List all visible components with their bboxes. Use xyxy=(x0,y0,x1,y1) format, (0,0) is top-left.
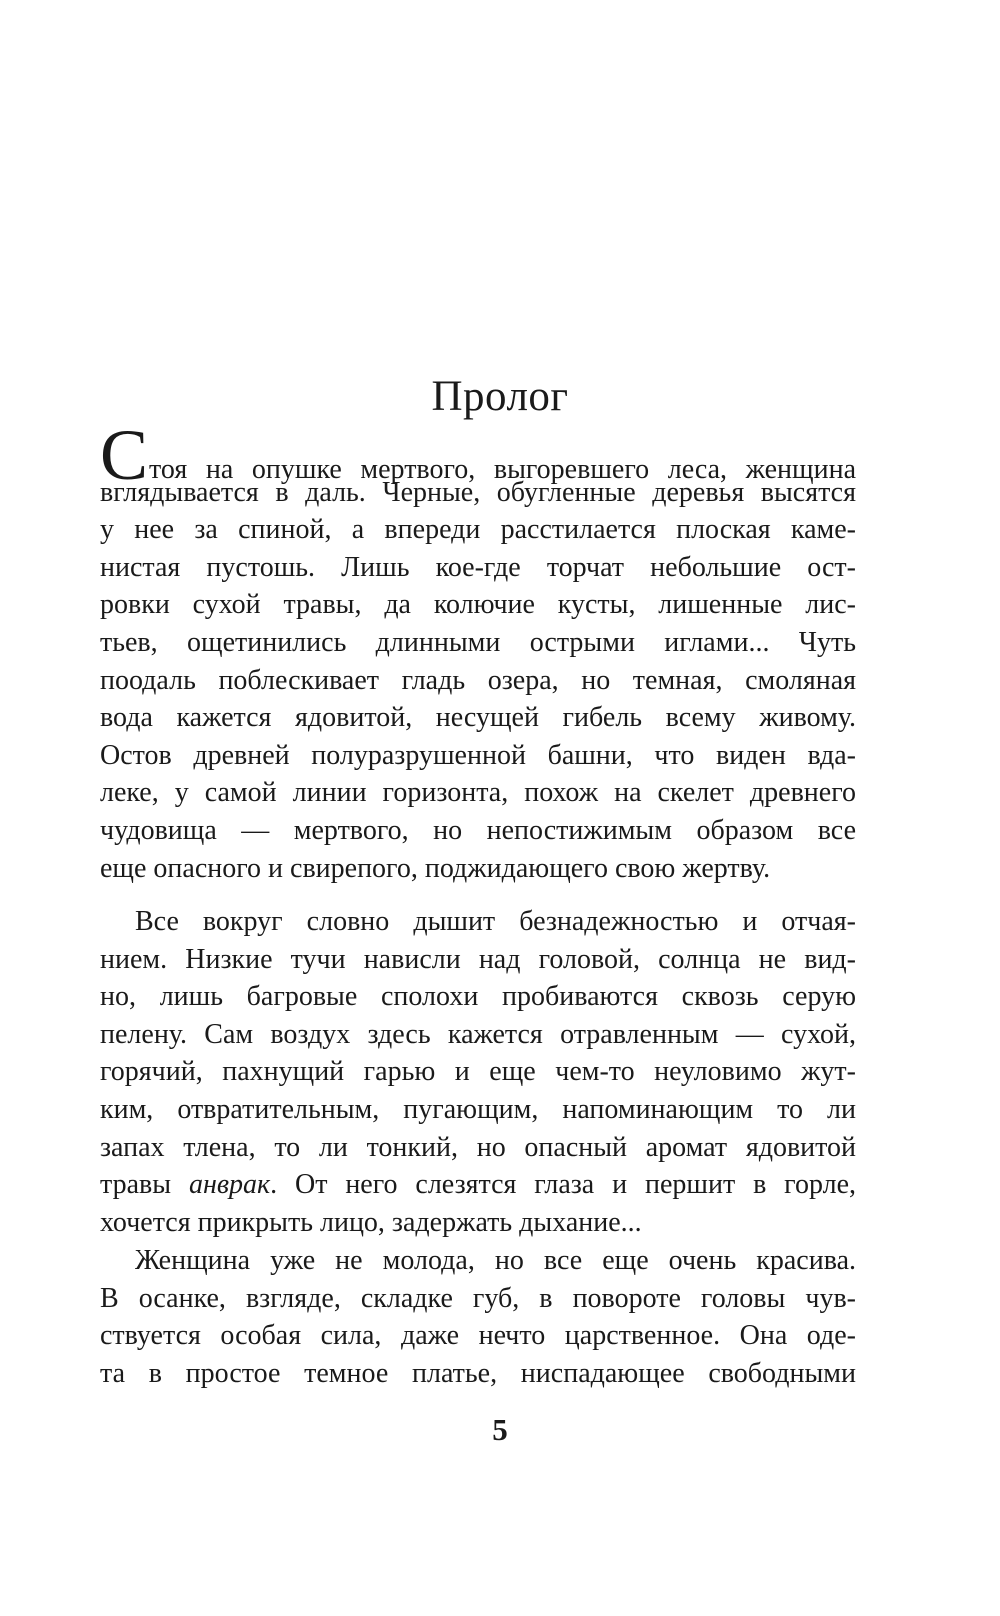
text-line: нием. Низкие тучи нависли над головой, солнца не вид- xyxy=(100,943,856,975)
text-line: горячий, пахнущий гарью и еще чем-то неуловимо жут- xyxy=(100,1056,856,1088)
text-line: Остов древней полуразрушенной башни, что виден вда- xyxy=(100,739,856,771)
paragraph-1 xyxy=(100,415,856,887)
text-line: нистая пустошь. Лишь кое-где торчат небольшие ост- xyxy=(100,551,856,583)
text-line: ровки сухой травы, да колючие кусты, лишенные лис- xyxy=(100,589,856,621)
drop-cap: С xyxy=(100,415,149,495)
italic-term: анврак xyxy=(188,1169,271,1201)
text-line: леке, у самой линии горизонта, похож на скелет древнего xyxy=(100,777,856,809)
text-line: тьев, ощетинились длинными острыми иглами... Чуть xyxy=(100,626,856,658)
text-line: ствуется особая сила, даже нечто царственное. Она оде- xyxy=(100,1320,856,1352)
text-line: поодаль поблескивает гладь озера, но темная, смоляная xyxy=(100,664,856,696)
text-line: у нее за спиной, а впереди расстилается плоская каме- xyxy=(100,514,856,546)
text-line: Стоя на опушке мертвого, выгоревшего леса, женщина xyxy=(100,415,856,495)
text-line: еще опасного и свирепого, поджидающего свою жертву. xyxy=(100,852,771,884)
text-line: ким, отвратительным, пугающим, напоминающим то ли xyxy=(100,1093,856,1125)
text-line: вода кажется ядовитой, несущей гибель всему живому. xyxy=(100,702,856,734)
paragraph-2 xyxy=(100,903,856,1241)
text-line: та в простое темное платье, ниспадающее свободными xyxy=(100,1357,856,1389)
text-line: травы анврак. От него слезятся глаза и першит в горле, xyxy=(100,1169,856,1201)
text-line: вглядывается в даль. Черные, обугленные деревья высятся xyxy=(100,476,856,508)
paragraph-3 xyxy=(100,1242,856,1392)
text-line: Женщина уже не молода, но все еще очень красива. xyxy=(135,1245,856,1276)
chapter-title: Пролог xyxy=(431,373,569,420)
text-line: запах тлена, то ли тонкий, но опасный аромат ядовитой xyxy=(100,1131,856,1163)
text-line: хочется прикрыть лицо, задержать дыхание... xyxy=(100,1206,642,1238)
page-number: 5 xyxy=(492,1412,508,1447)
text-line: чудовища — мертвого, но непостижимым образом все xyxy=(100,814,856,846)
text-line: В осанке, взгляде, складке губ, в повороте головы чув- xyxy=(100,1282,856,1314)
text-line: но, лишь багровые сполохи пробиваются сквозь серую xyxy=(100,981,856,1013)
text-line: пелену. Сам воздух здесь кажется отравленным — сухой, xyxy=(100,1018,856,1050)
text-line: Все вокруг словно дышит безнадежностью и отчая- xyxy=(135,906,856,937)
